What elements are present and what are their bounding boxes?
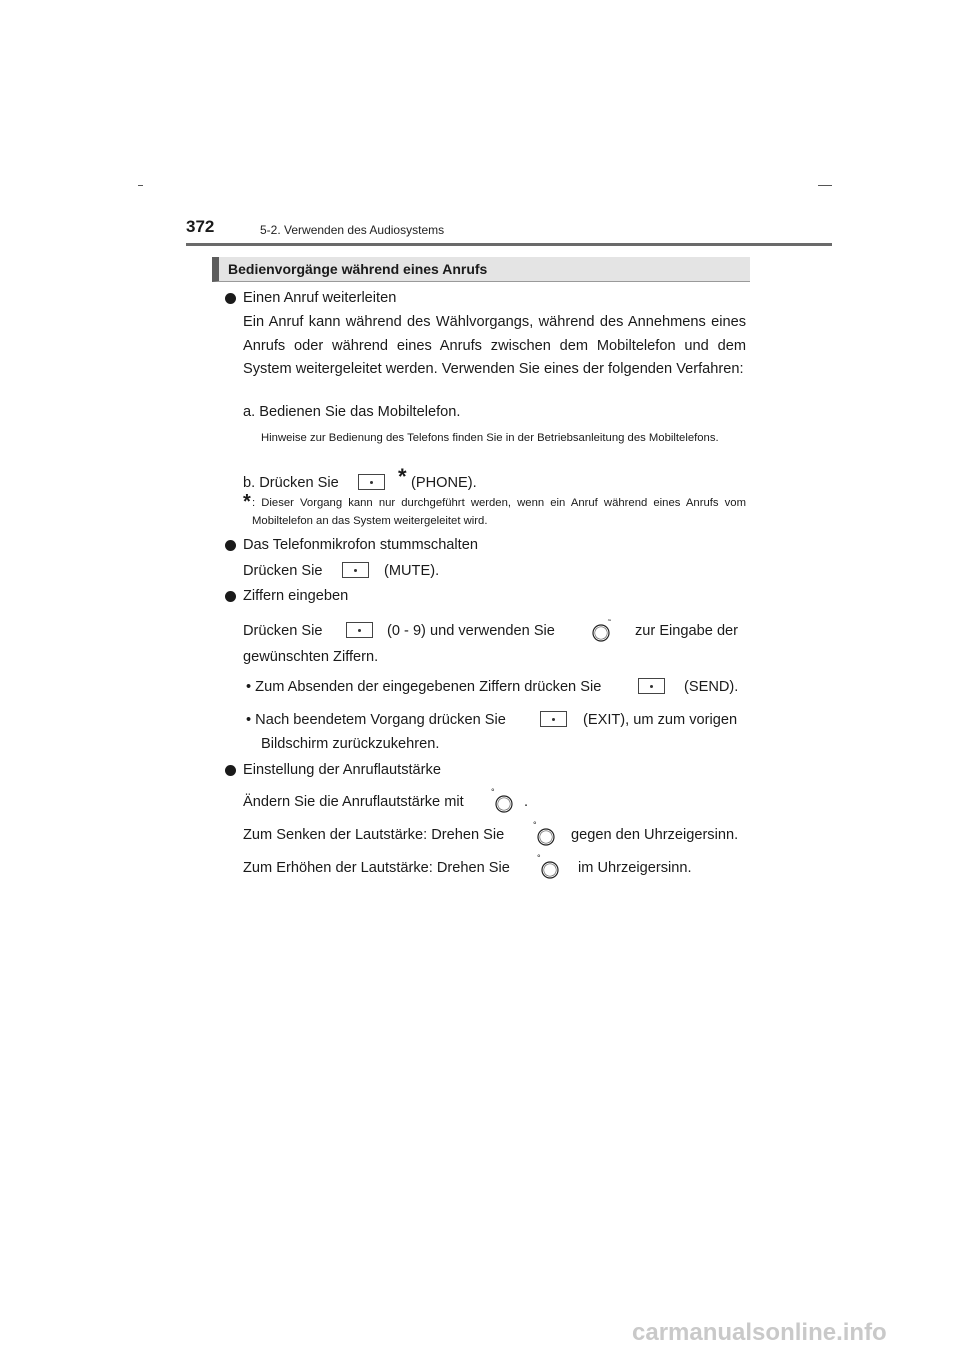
crop-mark-left: [138, 185, 143, 186]
volume-line1: Ändern Sie die Anruflautstärke mit: [243, 794, 464, 810]
asterisk-mark: *: [398, 464, 407, 489]
digits-line1-c: zur Eingabe der: [635, 623, 739, 639]
mute-button-icon: [342, 562, 369, 578]
forward-body: Ein Anruf kann während des Wählvorgangs, während des Annehmens eines Anrufs oder während eines Anrufs zwischen dem Mobiltelefon und dem System weitergeleitet werden. Verwenden Sie eines der folgenden Verfahren:: [243, 314, 746, 378]
digits-line1-b: (0 - 9) und verwenden Sie: [387, 623, 555, 639]
volume-line3: Zum Erhöhen der Lautstärke: Drehen Sie: [243, 860, 510, 876]
header-rule: [186, 243, 832, 246]
volume-line1-suffix: .: [524, 794, 529, 810]
heading-digits: Ziffern eingeben: [243, 588, 349, 604]
forward-step-b-suffix: (PHONE).: [411, 475, 477, 491]
chapter-title: 5-2. Verwenden des Audiosystems: [260, 223, 445, 237]
bullet-icon: [225, 293, 236, 304]
exit-button-icon: [540, 711, 567, 727]
volume-knob-icon: [536, 827, 556, 847]
bullet-icon: [225, 540, 236, 551]
send-button-icon: [638, 678, 665, 694]
forward-step-b-text: b. Drücken Sie: [243, 475, 339, 491]
watermark: carmanualsonline.info: [632, 1319, 887, 1346]
digits-exit-suffix: (EXIT), um zum vorigen: [583, 712, 738, 728]
volume-knob-icon: [494, 794, 514, 814]
digits-send: • Zum Absenden der eingegebenen Ziffern drücken Sie: [246, 679, 602, 695]
bullet-icon: [225, 765, 236, 776]
footnote-marker: *: [243, 491, 251, 513]
forward-step-a: a. Bedienen Sie das Mobiltelefon.: [243, 404, 461, 420]
volume-line2-suffix: gegen den Uhrzeigersinn.: [571, 827, 739, 843]
forward-footnote: : Dieser Vorgang kann nur durchgeführt werden, wenn ein Anruf während eines Anrufs vom Mobiltelefon an das System weitergeleitet wird.: [252, 497, 746, 527]
digits-send-suffix: (SEND).: [684, 679, 739, 695]
digits-line2: gewünschten Ziffern.: [243, 649, 379, 665]
volume-knob-icon: [540, 860, 560, 880]
heading-volume: Einstellung der Anruflautstärke: [243, 762, 441, 778]
digits-exit-line2: Bildschirm zurückzukehren.: [261, 736, 440, 752]
heading-mute: Das Telefonmikrofon stummschalten: [243, 537, 478, 553]
knob-marker-icon: °: [533, 820, 537, 830]
mute-suffix: (MUTE).: [384, 563, 440, 579]
crop-mark-right: [818, 185, 832, 186]
digit-button-icon: [346, 622, 373, 638]
digits-exit: • Nach beendetem Vorgang drücken Sie: [246, 712, 506, 728]
page-number: 372: [186, 217, 215, 236]
digits-line1-a: Drücken Sie: [243, 623, 323, 639]
knob-marker-icon: ˜: [608, 618, 611, 628]
mute-text: Drücken Sie: [243, 563, 323, 579]
knob-marker-icon: °: [537, 853, 541, 863]
volume-line2: Zum Senken der Lautstärke: Drehen Sie: [243, 827, 505, 843]
heading-forward: Einen Anruf weiterleiten: [243, 290, 397, 306]
bullet-icon: [225, 591, 236, 602]
section-title: Bedienvorgänge während eines Anrufs: [228, 261, 488, 277]
volume-line3-suffix: im Uhrzeigersinn.: [578, 860, 692, 876]
knob-marker-icon: °: [491, 787, 495, 797]
forward-step-a-note: Hinweise zur Bedienung des Telefons finden Sie in der Betriebsanleitung des Mobiltelefons.: [261, 432, 719, 444]
phone-button-icon: [358, 474, 385, 490]
section-title-bar: [212, 257, 750, 282]
